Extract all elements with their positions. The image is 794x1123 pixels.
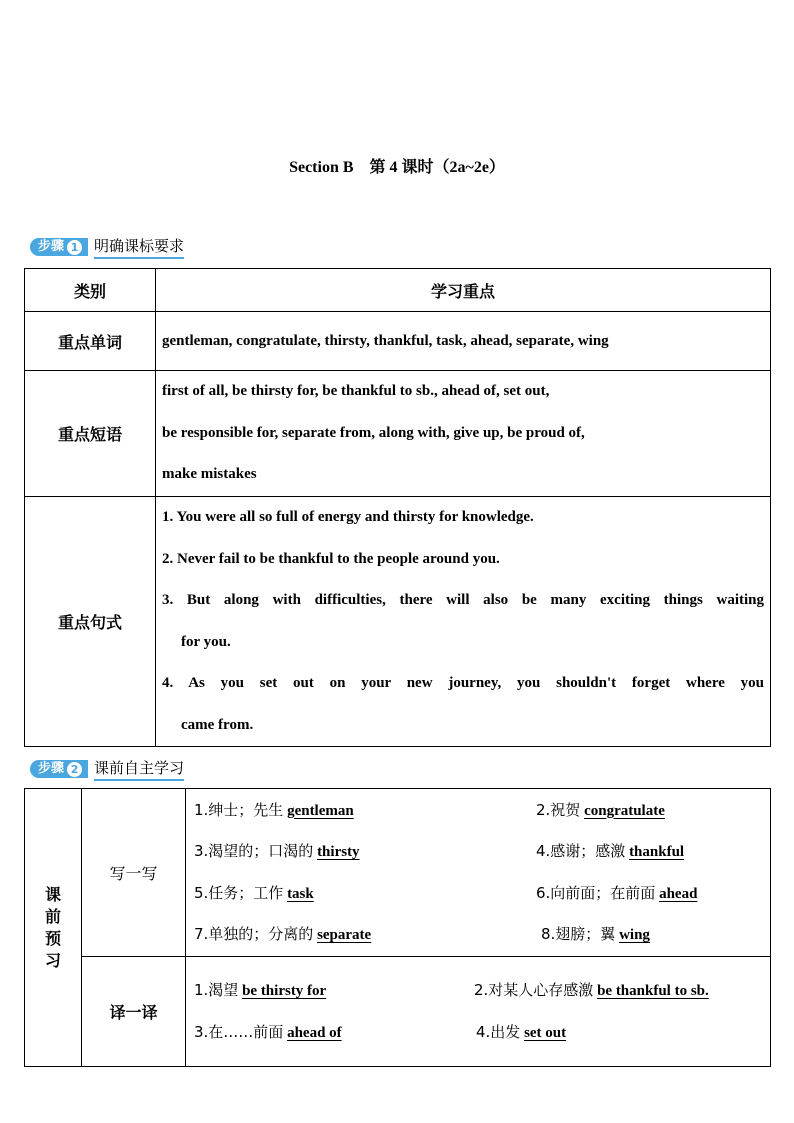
learning-goals-table bbox=[24, 268, 771, 747]
phrase-item: 4.出发 set out bbox=[476, 1022, 567, 1041]
phrase-row bbox=[186, 1012, 770, 1054]
phrase-item: 2.对某人心存感激 be thankful to sb. bbox=[474, 981, 709, 999]
phrase-line: make mistakes bbox=[162, 466, 257, 483]
sentence-line: 1. You were all so full of energy and thirsty for knowledge. bbox=[162, 509, 534, 525]
key-phrases-label: 重点短语 bbox=[25, 371, 156, 497]
side-char: 习 bbox=[44, 950, 61, 970]
translate-row bbox=[25, 957, 771, 1067]
step-2-number: 2 bbox=[67, 762, 82, 777]
page-title: Section B 第 4 课时（2a~2e） bbox=[289, 159, 505, 176]
vocab-item: 7.单独的；分离的 separate bbox=[194, 925, 372, 943]
sentence-line: 3. But along with difficulties, there will also be many exciting things waiting bbox=[162, 592, 764, 608]
phrase-line: be responsible for, separate from, along with, give up, be proud of, bbox=[162, 424, 585, 441]
side-char: 课 bbox=[44, 884, 61, 904]
write-label: 写一写 bbox=[82, 789, 186, 957]
key-words-row bbox=[25, 312, 771, 371]
key-phrases-row bbox=[25, 371, 771, 497]
phrase-item: 3.在……前面 ahead of bbox=[194, 1022, 342, 1041]
step-1-title: 明确课标要求 bbox=[94, 235, 184, 259]
vocab-row bbox=[186, 831, 770, 873]
vocab-row bbox=[186, 914, 770, 956]
step-2-badge bbox=[30, 760, 88, 778]
step-1-number: 1 bbox=[67, 240, 82, 255]
sentence-line: 2. Never fail to be thankful to the people around you. bbox=[162, 550, 500, 567]
header-category: 类别 bbox=[25, 269, 156, 312]
step-2-header bbox=[30, 759, 184, 779]
step-1-badge bbox=[30, 238, 88, 256]
vocab-item: 6.向前面；在前面 ahead bbox=[536, 883, 698, 902]
table-header-row bbox=[25, 269, 771, 312]
preview-table bbox=[24, 788, 771, 1067]
step-2-title: 课前自主学习 bbox=[94, 757, 184, 781]
key-sentences-label: 重点句式 bbox=[25, 497, 156, 747]
vocab-item: 4.感谢；感激 thankful bbox=[536, 842, 685, 860]
vocab-row bbox=[186, 873, 770, 915]
key-words-label: 重点单词 bbox=[25, 312, 156, 371]
vocab-item: 2.祝贺 congratulate bbox=[536, 800, 665, 819]
step-2-badge-label: 步骤 bbox=[38, 761, 65, 776]
translate-label: 译一译 bbox=[82, 957, 186, 1067]
key-phrases-content bbox=[156, 371, 771, 497]
vocab-row bbox=[186, 790, 770, 832]
key-sentences-row bbox=[25, 497, 771, 747]
write-content bbox=[186, 789, 771, 957]
side-char: 前 bbox=[44, 906, 61, 926]
sentence-line: 4. As you set out on your new journey, you shouldn't forget where you bbox=[162, 675, 764, 691]
phrase-line: first of all, be thirsty for, be thankful to sb., ahead of, set out, bbox=[162, 383, 550, 400]
vocab-item: 1.绅士；先生 gentleman bbox=[194, 800, 354, 819]
preview-side-label bbox=[25, 789, 82, 1067]
sentence-line: for you. bbox=[181, 633, 231, 650]
key-words-content: gentleman, congratulate, thirsty, thankful, task, ahead, separate, wing bbox=[156, 312, 771, 371]
translate-content bbox=[186, 957, 771, 1067]
phrase-row bbox=[186, 970, 770, 1012]
vocab-item: 3.渴望的；口渴的 thirsty bbox=[194, 842, 360, 860]
step-1-header bbox=[30, 237, 184, 257]
vocab-item: 8.翅膀；翼 wing bbox=[541, 925, 650, 943]
step-1-badge-label: 步骤 bbox=[38, 239, 65, 254]
vocab-item: 5.任务；工作 task bbox=[194, 883, 314, 902]
phrase-item: 1.渴望 be thirsty for bbox=[194, 981, 327, 999]
write-row bbox=[25, 789, 771, 957]
key-sentences-content bbox=[156, 497, 771, 747]
sentence-line: came from. bbox=[181, 716, 254, 733]
header-focus: 学习重点 bbox=[156, 269, 771, 312]
side-char: 预 bbox=[44, 928, 61, 948]
